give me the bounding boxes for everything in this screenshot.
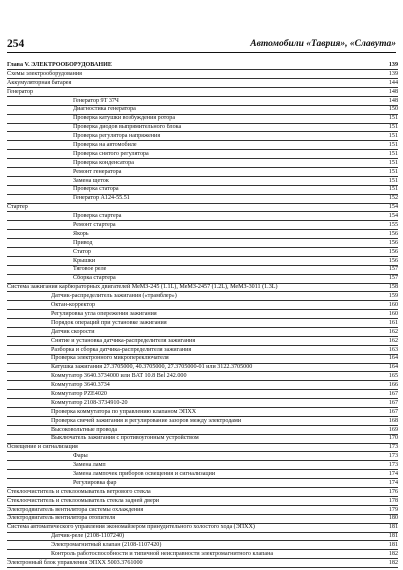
toc-entry-row — [7, 212, 398, 221]
toc-entry-title: Электродвигатель вентилятора системы охлаждения — [7, 506, 144, 513]
toc-entry-title: Электромагнитный клапан (2108-1107420) — [51, 542, 162, 549]
toc-entry-row — [7, 265, 398, 274]
toc-entry-page: 151 — [388, 150, 398, 157]
toc-entry-page: 160 — [388, 310, 398, 317]
page-header — [7, 38, 396, 54]
page-number: 254 — [7, 38, 25, 50]
toc-entry-page: 170 — [388, 435, 398, 442]
toc-entry-row — [7, 399, 398, 408]
toc-entry-title: Датчик-реле (2108-1107240) — [51, 533, 125, 540]
toc-entry-page: 156 — [388, 257, 398, 264]
toc-entry-title: Крышки — [73, 257, 96, 264]
toc-entry-row — [7, 497, 398, 506]
toc-entry-title: Порядок операций при установке зажигания — [51, 319, 167, 326]
toc-entry-row — [7, 168, 398, 177]
toc-entry-title: Проверка на автомобиле — [73, 142, 137, 149]
toc-entry-row — [7, 417, 398, 426]
toc-entry-title: Регулировка угла опережения зажигания — [51, 310, 157, 317]
toc-entry-title: Якорь — [73, 230, 89, 237]
toc-entry-row — [7, 328, 398, 337]
toc-chapter-row — [7, 61, 398, 70]
toc-entry-title: Коммутатор PZE4020 — [51, 390, 107, 397]
toc-entry-title: Стеклоочиститель и стеклоомыватель стекла задней двери — [7, 497, 160, 504]
toc-entry-row — [7, 506, 398, 515]
toc-entry-page: 164 — [388, 355, 398, 362]
toc-entry-row — [7, 159, 398, 168]
toc-entry-row — [7, 488, 398, 497]
toc-entry-title: Датчик скорости — [51, 328, 95, 335]
toc-entry-row — [7, 532, 398, 541]
toc-entry-row — [7, 301, 398, 310]
toc-entry-page: 181 — [388, 533, 398, 540]
toc-entry-page: 156 — [388, 239, 398, 246]
toc-entry-title: Проверка стартера — [73, 213, 122, 220]
toc-entry-title: Система зажигания карбюраторных двигателей МеМЗ-245 (1.1L), МеМЗ-2457 (1.2L), МеМЗ-3011 (1.3L) — [7, 284, 278, 291]
toc-entry-title: Электродвигатель вентилятора отопителя — [7, 515, 116, 522]
toc-entry-title: Стартер — [7, 204, 28, 211]
toc-entry-title: Регулировка фар — [73, 479, 117, 486]
toc-entry-row — [7, 194, 398, 203]
toc-entry-title: Генератор 9Т 37Ч — [73, 97, 119, 104]
toc-entry-page: 178 — [388, 497, 398, 504]
toc-entry-row — [7, 97, 398, 106]
toc-entry-page: 182 — [388, 559, 398, 566]
toc-entry-title: Аккумуляторная батарея — [7, 79, 72, 86]
toc-entry-title: Система автоматического управления экономайзером принудительного холостого хода (ЭПХХ) — [7, 524, 255, 531]
toc-entry-page: 151 — [388, 168, 398, 175]
toc-entry-row — [7, 541, 398, 550]
toc-entry-page: 155 — [388, 222, 398, 229]
toc-entry-row — [7, 346, 398, 355]
toc-entry-row — [7, 461, 398, 470]
toc-entry-page: 173 — [388, 444, 398, 451]
toc-entry-page: 176 — [388, 488, 398, 495]
toc-entry-title: Привод — [73, 239, 93, 246]
toc-entry-row — [7, 239, 398, 248]
toc-entry-page: 144 — [388, 79, 398, 86]
toc-entry-row — [7, 523, 398, 532]
toc-entry-page: 157 — [388, 275, 398, 282]
toc-entry-row — [7, 177, 398, 186]
toc-entry-row — [7, 283, 398, 292]
toc-entry-title: Коммутатор 3640.3734000 или BAT 10.8 Bel 242.000 — [51, 373, 187, 380]
toc-entry-title: Глава V. ЭЛЕКТРООБОРУДОВАНИЕ — [7, 62, 112, 68]
toc-entry-row — [7, 230, 398, 239]
toc-entry-row — [7, 310, 398, 319]
toc-entry-title: Тяговое реле — [73, 266, 107, 273]
toc-entry-title: Коммутатор 3640.3734 — [51, 382, 110, 389]
toc-entry-page: 179 — [388, 506, 398, 513]
toc-entry-page: 180 — [388, 515, 398, 522]
toc-entry-page: 152 — [388, 195, 398, 202]
toc-entry-row — [7, 221, 398, 230]
toc-entry-title: Освещение и сигнализация — [7, 444, 78, 451]
toc-entry-row — [7, 559, 398, 568]
toc-entry-page: 165 — [388, 373, 398, 380]
toc-entry-title: Проверка электронного микропереключателя — [51, 355, 169, 362]
toc-entry-title: Замена щеток — [73, 177, 109, 184]
running-title: Автомобили «Таврия», «Славута» — [250, 39, 396, 49]
toc-entry-row — [7, 550, 398, 559]
toc-entry-page: 157 — [388, 266, 398, 273]
table-of-contents — [7, 61, 398, 568]
toc-entry-title: Диагностика генератора — [73, 106, 136, 113]
toc-entry-page: 164 — [388, 364, 398, 371]
toc-entry-row — [7, 88, 398, 97]
toc-entry-title: Проверка коммутатора по управлению клапаном ЭПХХ — [51, 408, 197, 415]
toc-entry-page: 174 — [388, 479, 398, 486]
toc-entry-page: 162 — [388, 337, 398, 344]
toc-entry-row — [7, 70, 398, 79]
header-rule — [7, 52, 396, 53]
toc-entry-row — [7, 203, 398, 212]
toc-entry-page: 150 — [388, 106, 398, 113]
toc-entry-page: 151 — [388, 133, 398, 140]
toc-entry-page: 139 — [388, 70, 398, 77]
toc-entry-row — [7, 292, 398, 301]
toc-entry-row — [7, 248, 398, 257]
toc-entry-title: Проверка свечей зажигания и регулирование зазоров между электродами — [51, 417, 242, 424]
toc-entry-row — [7, 319, 398, 328]
toc-entry-title: Статор — [73, 248, 91, 255]
toc-entry-row — [7, 452, 398, 461]
toc-entry-title: Высоковольтные провода — [51, 426, 118, 433]
toc-entry-title: Катушка зажигания 27.3705000, 40.3705000, 27.3705000-01 или 3122.3705000 — [51, 364, 253, 371]
toc-entry-page: 154 — [388, 204, 398, 211]
toc-entry-page: 148 — [388, 88, 398, 95]
toc-entry-title: Коммутатор 2108-3734910-20 — [51, 399, 128, 406]
toc-entry-title: Генератор А124-55.51 — [73, 195, 130, 202]
toc-entry-page: 156 — [388, 248, 398, 255]
toc-entry-page: 151 — [388, 142, 398, 149]
toc-entry-row — [7, 141, 398, 150]
toc-entry-row — [7, 363, 398, 372]
toc-entry-page: 163 — [388, 346, 398, 353]
toc-entry-page: 173 — [388, 453, 398, 460]
toc-entry-page: 168 — [388, 417, 398, 424]
toc-entry-title: Замена лампочек приборов освещения и сигнализации — [73, 470, 216, 477]
toc-entry-row — [7, 114, 398, 123]
toc-entry-title: Октан-корректор — [51, 302, 96, 309]
toc-entry-row — [7, 470, 398, 479]
toc-entry-row — [7, 381, 398, 390]
toc-entry-row — [7, 185, 398, 194]
toc-entry-title: Ремонт генератора — [73, 168, 122, 175]
toc-entry-title: Замена ламп — [73, 462, 106, 469]
toc-entry-title: Снятие и установка датчика-распределителя зажигания — [51, 337, 196, 344]
toc-entry-page: 151 — [388, 186, 398, 193]
toc-entry-page: 167 — [388, 408, 398, 415]
toc-entry-title: Генератор — [7, 88, 33, 95]
toc-entry-page: 151 — [388, 115, 398, 122]
toc-entry-row — [7, 274, 398, 283]
toc-entry-title: Электронный блок управления ЭПХХ 5003.3761000 — [7, 559, 143, 566]
toc-entry-row — [7, 105, 398, 114]
toc-entry-page: 158 — [388, 284, 398, 291]
toc-entry-title: Разборка и сборка датчика-распределителя зажигания — [51, 346, 192, 353]
toc-entry-page: 182 — [388, 550, 398, 557]
toc-entry-page: 160 — [388, 302, 398, 309]
toc-entry-page: 154 — [388, 213, 398, 220]
toc-entry-row — [7, 132, 398, 141]
toc-entry-title: Ремонт стартера — [73, 222, 116, 229]
toc-entry-title: Проверка диодов выпрямительного блока — [73, 124, 182, 131]
toc-entry-page: 167 — [388, 399, 398, 406]
toc-entry-page: 151 — [388, 124, 398, 131]
toc-entry-title: Проверка катушки возбуждения ротора — [73, 115, 176, 122]
toc-entry-row — [7, 79, 398, 88]
toc-entry-page: 139 — [388, 62, 398, 68]
toc-entry-title: Фары — [73, 453, 88, 460]
toc-entry-page: 173 — [388, 462, 398, 469]
toc-entry-page: 159 — [388, 293, 398, 300]
toc-entry-page: 181 — [388, 542, 398, 549]
toc-entry-page: 166 — [388, 382, 398, 389]
toc-entry-title: Проверка снятого регулятора — [73, 150, 149, 157]
toc-entry-page: 167 — [388, 390, 398, 397]
toc-entry-page: 151 — [388, 177, 398, 184]
toc-entry-page: 161 — [388, 319, 398, 326]
toc-entry-title: Проверка статора — [73, 186, 119, 193]
toc-entry-row — [7, 408, 398, 417]
toc-entry-page: 156 — [388, 230, 398, 237]
toc-entry-title: Схемы электрооборудования — [7, 70, 82, 77]
toc-entry-title: Сборка стартера — [73, 275, 116, 282]
toc-entry-title: Проверка регулятора напряжения — [73, 133, 161, 140]
toc-entry-row — [7, 123, 398, 132]
toc-entry-title: Контроль работоспособности и типичной неисправности электромагнитного клапана — [51, 550, 274, 557]
toc-entry-page: 162 — [388, 328, 398, 335]
toc-entry-row — [7, 390, 398, 399]
toc-entry-row — [7, 443, 398, 452]
toc-entry-row — [7, 426, 398, 435]
toc-entry-row — [7, 434, 398, 443]
toc-entry-row — [7, 514, 398, 523]
toc-entry-title: Датчик-распределитель зажигания («трамблер») — [51, 293, 177, 300]
toc-entry-page: 148 — [388, 97, 398, 104]
toc-entry-page: 151 — [388, 159, 398, 166]
toc-entry-row — [7, 150, 398, 159]
toc-entry-row — [7, 372, 398, 381]
toc-entry-row — [7, 354, 398, 363]
toc-entry-page: 181 — [388, 524, 398, 531]
toc-entry-title: Стеклоочиститель и стеклоомыватель ветрового стекла — [7, 488, 151, 495]
toc-entry-page: 174 — [388, 470, 398, 477]
toc-entry-page: 169 — [388, 426, 398, 433]
toc-entry-title: Выключатель зажигания с противоугонным устройством — [51, 435, 199, 442]
toc-entry-row — [7, 257, 398, 266]
toc-entry-row — [7, 337, 398, 346]
toc-entry-row — [7, 479, 398, 488]
toc-entry-title: Проверка конденсатора — [73, 159, 134, 166]
